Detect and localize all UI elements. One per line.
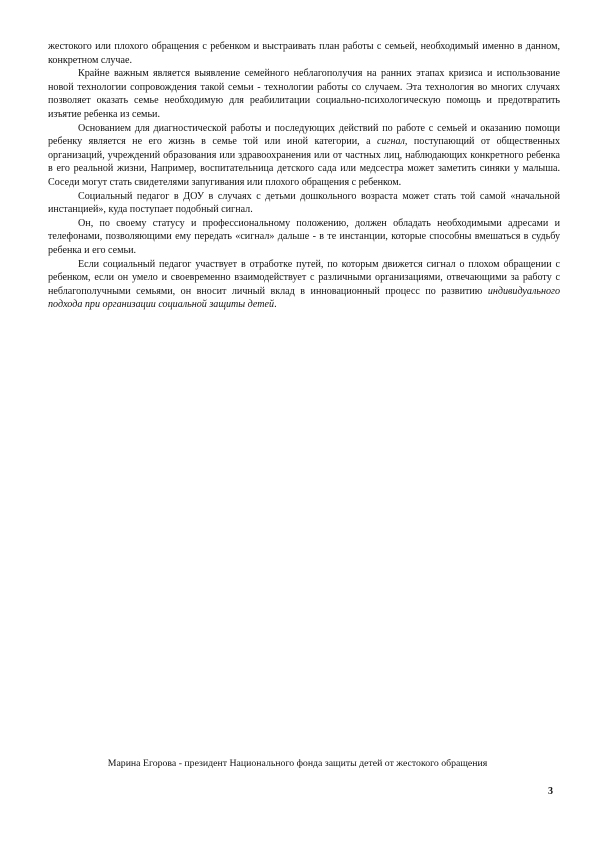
paragraph: жестокого или плохого обращения с ребенком и выстраивать план работы с семьей, необходимый именно в данном, конкретном случае.	[48, 41, 560, 66]
footer-author-line: Марина Егорова - президент Национального фонда защиты детей от жестокого обращения	[107, 758, 488, 769]
page-number: 3	[548, 786, 553, 797]
paragraph	[48, 122, 560, 190]
paragraph: Крайне важным является выявление семейного неблагополучия на ранних этапах кризиса и использование новой технологии сопровождения такой семьи - технологии работы со случаем. Эта технология во многих случаях позволяет оказать семье необходимую для реабилитации социально-психологическую помощь и предотвратить изъятие ребенка из семьи.	[48, 68, 560, 120]
paragraph	[48, 258, 560, 312]
body-text	[48, 40, 560, 312]
paragraph-text: Если социальный педагог участвует в отработке путей, по которым движется сигнал о плохом обращении с ребенком, если он умело и своевременно взаимодействует с различными организациями, отвечающими за работу с неблагополучными семьями, он вносит личный вклад в инновационный процесс по развитию	[48, 258, 560, 297]
paragraph: Социальный педагог в ДОУ в случаях с детьми дошкольного возраста может стать той самой «начальной инстанцией», куда поступает подобный сигнал.	[48, 190, 560, 216]
paragraph-text: .	[274, 299, 277, 311]
paragraph: Он, по своему статусу и профессиональному положению, должен обладать необходимыми адресами и телефонами, позволяющими ему передать «сигнал» дальше - в те инстанции, которые способны вмешаться в судьбу ребенка и его семьи.	[48, 217, 560, 256]
paragraph-italic: сигнал,	[377, 136, 408, 148]
paragraph-text: Основанием для диагностической работы и последующих действий по работе с семьей и оказанию помощи ребенку является не его жизнь в семье той или иной категории, а	[48, 122, 560, 148]
paragraph-text: поступающий от общественных организаций, учреждений образования или здравоохранения или от частных лиц, наблюдающих конкретного ребенка в его реальной жизни, Например, воспитательница детского сада или медсестра может заметить синяки у малыша. Соседи могут стать свидетелями запугивания или плохого обращения с ребенком.	[48, 136, 560, 188]
paragraph-italic: индивидуального подхода при организации социальной защиты детей	[48, 285, 560, 311]
